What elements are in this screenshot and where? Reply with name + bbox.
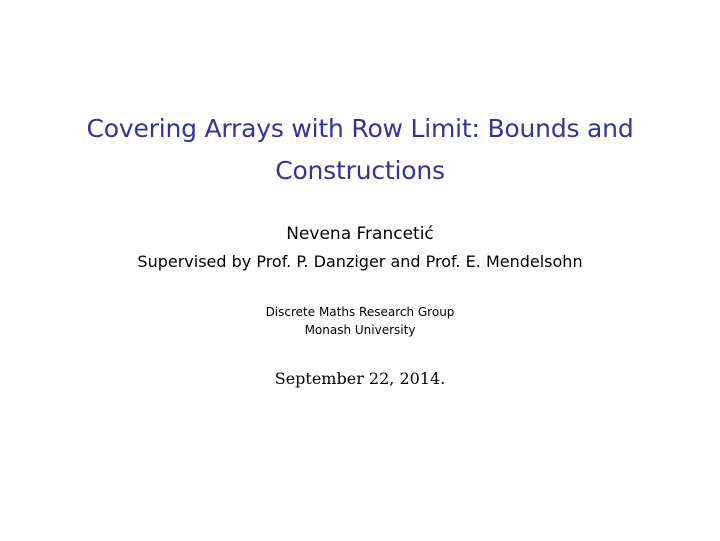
research-group: Discrete Maths Research Group (265, 305, 455, 319)
title-line-1: Covering Arrays with Row Limit: Bounds and (86, 114, 634, 143)
affiliation (0, 303, 720, 339)
presentation-title (60, 108, 660, 192)
supervisors-line: Supervised by Prof. P. Danziger and Prof. E. Mendelsohn (137, 252, 583, 271)
university: Monash University (304, 323, 416, 337)
presentation-date: September 22, 2014. (274, 369, 446, 388)
title-line-2: Constructions (275, 156, 445, 185)
author-name: Nevena Francetić (286, 224, 434, 244)
